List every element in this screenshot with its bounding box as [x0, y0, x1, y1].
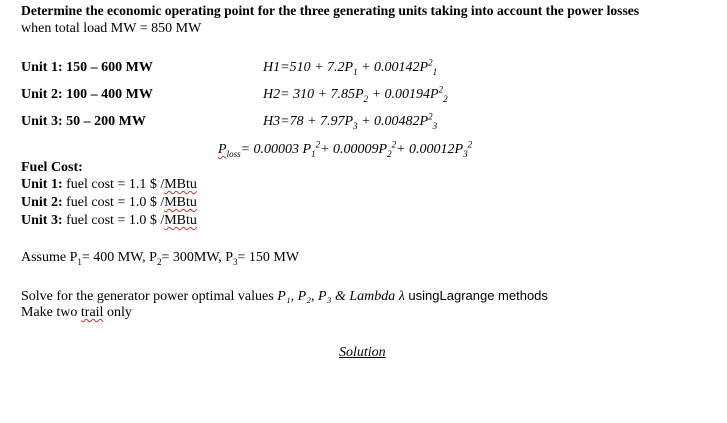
fuel-cost-unit-3: Unit 3: fuel cost = 1.0 $ /MBtu [21, 213, 197, 228]
loss-equation: $P_{loss}= 0.00003$ $P_1^2+ 0.00009P_2^2+ 0.00012P_3^2$ [218, 139, 473, 159]
problem-line-1: Determine the economic operating point for the three generating units taking into account the power losses [21, 3, 640, 18]
unit-3-heat-equation: $H3=78 + 7.97P_3 + 0.00482P^2_3$ [263, 111, 438, 131]
ploss-symbol: $P_{loss}$ [218, 142, 241, 159]
fuel-cost-unit-2: Unit 2: fuel cost = 1.0 $ /MBtu [21, 195, 197, 210]
unit-1-heat-equation: $H1=510 + 7.2P_1 + 0.00142P^2_1$ [263, 57, 438, 77]
unit-1-limits: Unit 1: 150 – 600 MW [21, 60, 153, 75]
solve-math: P₁, P₂, P₃ & Lambda λ [277, 289, 405, 304]
unit-2-heat-equation: $H2= 310 + 7.85P_2 + 0.00194P^2_2$ [263, 84, 448, 104]
trial-line: Make two trail only [21, 305, 132, 320]
fuel-cost-unit-1: Unit 1: fuel cost = 1.1 $ /MBtu [21, 177, 197, 192]
fuel-cost-title: Fuel Cost: [21, 160, 83, 175]
solve-line: Solve for the generator power optimal values P₁, P₂, P₃ & Lambda λ usingLagrange methods [21, 288, 548, 304]
unit-2-limits: Unit 2: 100 – 400 MW [21, 87, 153, 102]
problem-line-2: when total load MW = 850 MW [21, 21, 202, 36]
solution-heading: Solution [339, 345, 386, 360]
unit-3-limits: Unit 3: 50 – 200 MW [21, 114, 146, 129]
assume-line: Assume $P_1= 400$ MW, $P_2= 300MW$, $P_3= 150$ MW [21, 250, 300, 267]
